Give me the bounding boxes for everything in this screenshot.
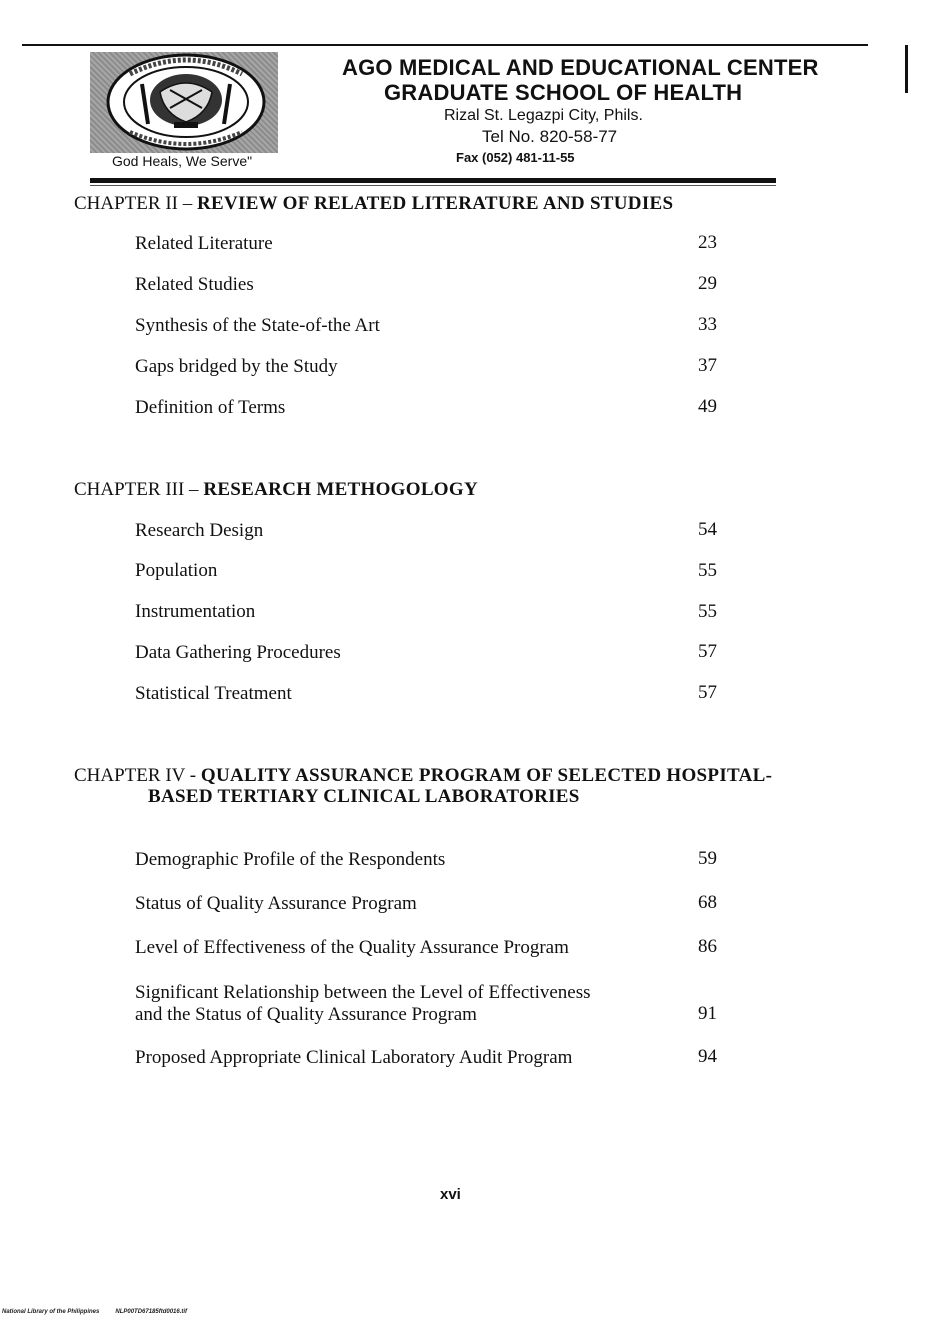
toc-entry: Related Literature [135,233,273,254]
toc-page-number: 54 [698,519,717,540]
toc-entry: Data Gathering Procedures [135,642,341,663]
header-bottom-rule-thin [90,185,776,186]
toc-entry: Significant Relationship between the Level of Effectiveness [135,982,591,1003]
toc-page-number: 59 [698,848,717,869]
toc-entry: Research Design [135,520,264,541]
toc-entry: Statistical Treatment [135,683,292,704]
toc-entry: Related Studies [135,274,254,295]
toc-page-number: 49 [698,396,717,417]
page-number: xvi [440,1186,461,1203]
header-bottom-rule [90,178,776,183]
library-name: National Library of the Philippines [2,1309,100,1315]
chapter-prefix: CHAPTER II – [74,193,197,214]
toc-entry: Instrumentation [135,601,256,622]
toc-entry: Synthesis of the State-of-the Art [135,315,380,336]
file-id: NLP00TD67185ftd0016.tif [115,1309,188,1315]
chapter-heading-4 [74,764,772,787]
school-seal-icon [90,52,278,153]
toc-page-number: 57 [698,641,717,662]
toc-entry: Proposed Appropriate Clinical Laboratory Audit Program [135,1047,573,1068]
toc-entry: Level of Effectiveness of the Quality Assurance Program [135,937,569,958]
chapter-heading-2 [74,192,673,215]
toc-page-number: 23 [698,232,717,253]
toc-entry-continued: and the Status of Quality Assurance Program [135,1004,477,1025]
school-logo [90,52,278,153]
telephone: Tel No. 820-58-77 [482,127,618,146]
toc-page-number: 55 [698,601,717,622]
toc-entry: Definition of Terms [135,397,286,418]
chapter-title: QUALITY ASSURANCE PROGRAM OF SELECTED HOSPITAL- [200,765,773,786]
institution-name: AGO MEDICAL AND EDUCATIONAL CENTER [342,55,819,80]
chapter-title: RESEARCH METHOGOLOGY [203,479,478,500]
toc-entry: Gaps bridged by the Study [135,356,338,377]
toc-entry: Population [135,560,218,581]
toc-page-number: 86 [698,936,717,957]
address: Rizal St. Legazpi City, Phils. [444,107,643,124]
toc-page-number: 94 [698,1046,717,1067]
toc-page-number: 57 [698,682,717,703]
toc-page-number: 29 [698,273,717,294]
toc-page-number: 91 [698,1003,717,1024]
chapter-prefix: CHAPTER III – [74,479,204,500]
toc-entry: Demographic Profile of the Respondents [135,849,446,870]
chapter-heading-3 [74,478,478,501]
toc-page-number: 37 [698,355,717,376]
header-top-rule [22,44,868,46]
toc-page-number: 33 [698,314,717,335]
school-motto: God Heals, We Serve" [112,153,253,169]
toc-entry: Status of Quality Assurance Program [135,893,417,914]
chapter-title: REVIEW OF RELATED LITERATURE AND STUDIES [196,193,674,214]
chapter-prefix: CHAPTER IV - [74,765,201,786]
scan-source-note [2,1309,203,1315]
fax: Fax (052) 481-11-55 [456,150,575,165]
school-name: GRADUATE SCHOOL OF HEALTH [384,80,743,105]
toc-page-number: 68 [698,892,717,913]
chapter-title-continued: BASED TERTIARY CLINICAL LABORATORIES [148,786,580,807]
margin-mark [905,45,908,93]
toc-page-number: 55 [698,560,717,581]
